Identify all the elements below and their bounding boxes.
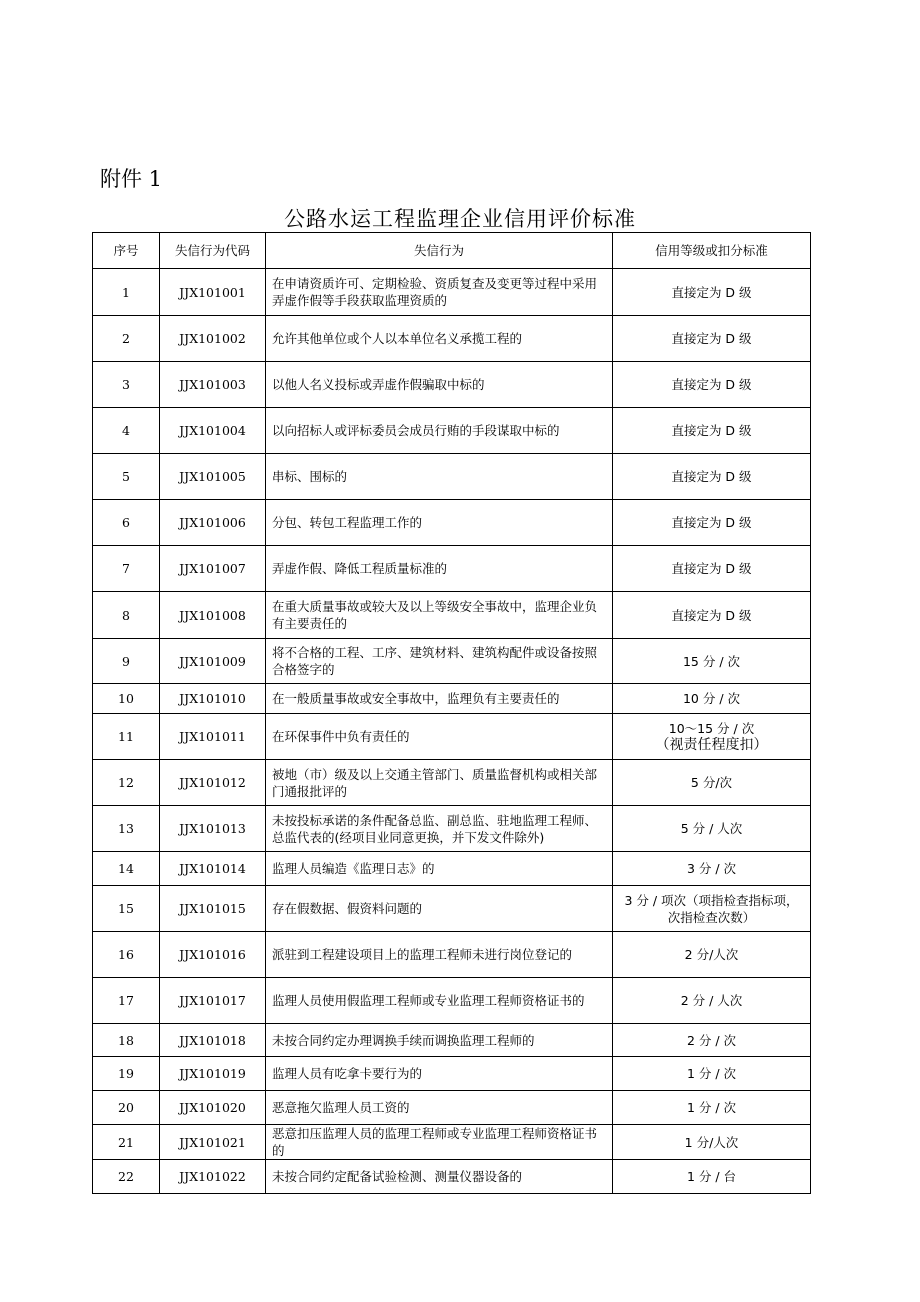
credit-standard-table bbox=[92, 232, 811, 1194]
row-code: JJX101003 bbox=[160, 362, 266, 408]
row-number: 3 bbox=[93, 362, 160, 408]
row-behavior: 在一般质量事故或安全事故中，监理负有主要责任的 bbox=[266, 684, 613, 714]
header-code: 失信行为代码 bbox=[160, 233, 266, 269]
table-row bbox=[93, 592, 811, 639]
header-no: 序号 bbox=[93, 233, 160, 269]
row-standard: 5 分/次 bbox=[613, 760, 811, 806]
row-code: JJX101015 bbox=[160, 886, 266, 932]
row-number: 9 bbox=[93, 639, 160, 684]
row-code: JJX101008 bbox=[160, 592, 266, 639]
row-behavior: 在申请资质许可、定期检验、资质复查及变更等过程中采用弄虚作假等手段获取监理资质的 bbox=[266, 269, 613, 316]
row-standard: 直接定为 D 级 bbox=[613, 316, 811, 362]
row-number: 18 bbox=[93, 1024, 160, 1057]
row-number: 13 bbox=[93, 806, 160, 852]
table-body bbox=[93, 269, 811, 1194]
row-standard-line2: （视责任程度扣） bbox=[655, 736, 768, 753]
row-number: 7 bbox=[93, 546, 160, 592]
row-code: JJX101017 bbox=[160, 978, 266, 1024]
row-standard: 2 分 / 次 bbox=[613, 1024, 811, 1057]
row-code: JJX101005 bbox=[160, 454, 266, 500]
row-behavior: 监理人员编造《监理日志》的 bbox=[266, 852, 613, 886]
row-code: JJX101018 bbox=[160, 1024, 266, 1057]
table-row bbox=[93, 932, 811, 978]
row-number: 22 bbox=[93, 1160, 160, 1194]
row-behavior: 允许其他单位或个人以本单位名义承揽工程的 bbox=[266, 316, 613, 362]
row-code: JJX101020 bbox=[160, 1091, 266, 1125]
table-row bbox=[93, 454, 811, 500]
row-behavior: 未按合同约定办理调换手续而调换监理工程师的 bbox=[266, 1024, 613, 1057]
table-row bbox=[93, 806, 811, 852]
row-number: 5 bbox=[93, 454, 160, 500]
table-row bbox=[93, 684, 811, 714]
row-code: JJX101010 bbox=[160, 684, 266, 714]
row-code: JJX101012 bbox=[160, 760, 266, 806]
row-behavior: 监理人员使用假监理工程师或专业监理工程师资格证书的 bbox=[266, 978, 613, 1024]
row-code: JJX101016 bbox=[160, 932, 266, 978]
row-behavior: 未按投标承诺的条件配备总监、副总监、驻地监理工程师、总监代表的(经项目业同意更换，并下发文件除外) bbox=[266, 806, 613, 852]
row-number: 11 bbox=[93, 714, 160, 760]
table-row bbox=[93, 714, 811, 760]
row-standard: 1 分 / 次 bbox=[613, 1091, 811, 1125]
row-code: JJX101019 bbox=[160, 1057, 266, 1091]
row-standard: 直接定为 D 级 bbox=[613, 408, 811, 454]
row-code: JJX101022 bbox=[160, 1160, 266, 1194]
row-code: JJX101007 bbox=[160, 546, 266, 592]
row-number: 17 bbox=[93, 978, 160, 1024]
row-behavior: 以向招标人或评标委员会成员行贿的手段谋取中标的 bbox=[266, 408, 613, 454]
row-code: JJX101004 bbox=[160, 408, 266, 454]
row-number: 10 bbox=[93, 684, 160, 714]
row-behavior: 以他人名义投标或弄虚作假骗取中标的 bbox=[266, 362, 613, 408]
row-standard: 3 分 / 项次（项指检查指标项，次指检查次数） bbox=[613, 886, 811, 932]
row-number: 14 bbox=[93, 852, 160, 886]
attachment-label: 附件 1 bbox=[100, 167, 163, 191]
row-standard: 10 分 / 次 bbox=[613, 684, 811, 714]
header-standard: 信用等级或扣分标准 bbox=[613, 233, 811, 269]
row-standard: 直接定为 D 级 bbox=[613, 592, 811, 639]
row-standard: 直接定为 D 级 bbox=[613, 546, 811, 592]
row-behavior: 被地（市）级及以上交通主管部门、质量监督机构或相关部门通报批评的 bbox=[266, 760, 613, 806]
row-standard: 1 分/人次 bbox=[613, 1125, 811, 1160]
row-behavior: 监理人员有吃拿卡要行为的 bbox=[266, 1057, 613, 1091]
table-row bbox=[93, 546, 811, 592]
row-number: 12 bbox=[93, 760, 160, 806]
table-row bbox=[93, 978, 811, 1024]
row-number: 19 bbox=[93, 1057, 160, 1091]
row-number: 16 bbox=[93, 932, 160, 978]
table-header-row bbox=[93, 233, 811, 269]
table-row bbox=[93, 362, 811, 408]
table-row bbox=[93, 1024, 811, 1057]
row-number: 8 bbox=[93, 592, 160, 639]
row-code: JJX101009 bbox=[160, 639, 266, 684]
row-behavior: 恶意拖欠监理人员工资的 bbox=[266, 1091, 613, 1125]
table-row bbox=[93, 639, 811, 684]
row-behavior: 派驻到工程建设项目上的监理工程师未进行岗位登记的 bbox=[266, 932, 613, 978]
table-row bbox=[93, 500, 811, 546]
row-code: JJX101021 bbox=[160, 1125, 266, 1160]
row-standard: 直接定为 D 级 bbox=[613, 500, 811, 546]
row-standard: 直接定为 D 级 bbox=[613, 269, 811, 316]
row-code: JJX101013 bbox=[160, 806, 266, 852]
table-row bbox=[93, 269, 811, 316]
table-row bbox=[93, 760, 811, 806]
row-number: 6 bbox=[93, 500, 160, 546]
row-standard: 3 分 / 次 bbox=[613, 852, 811, 886]
header-behavior: 失信行为 bbox=[266, 233, 613, 269]
table-row bbox=[93, 316, 811, 362]
row-standard: 1 分 / 台 bbox=[613, 1160, 811, 1194]
row-standard: 2 分 / 人次 bbox=[613, 978, 811, 1024]
row-code: JJX101011 bbox=[160, 714, 266, 760]
row-number: 21 bbox=[93, 1125, 160, 1160]
row-standard: 15 分 / 次 bbox=[613, 639, 811, 684]
row-standard: 2 分/人次 bbox=[613, 932, 811, 978]
row-behavior: 恶意扣压监理人员的监理工程师或专业监理工程师资格证书的 bbox=[266, 1125, 613, 1160]
row-behavior: 未按合同约定配备试验检测、测量仪器设备的 bbox=[266, 1160, 613, 1194]
row-behavior: 在重大质量事故或较大及以上等级安全事故中，监理企业负有主要责任的 bbox=[266, 592, 613, 639]
row-number: 4 bbox=[93, 408, 160, 454]
row-number: 20 bbox=[93, 1091, 160, 1125]
row-behavior: 弄虚作假、降低工程质量标准的 bbox=[266, 546, 613, 592]
row-standard: 1 分 / 次 bbox=[613, 1057, 811, 1091]
row-behavior: 存在假数据、假资料问题的 bbox=[266, 886, 613, 932]
row-standard: 直接定为 D 级 bbox=[613, 362, 811, 408]
row-standard: 5 分 / 人次 bbox=[613, 806, 811, 852]
row-code: JJX101001 bbox=[160, 269, 266, 316]
table-row bbox=[93, 1057, 811, 1091]
table-row bbox=[93, 1091, 811, 1125]
table-row bbox=[93, 1160, 811, 1194]
table-row bbox=[93, 886, 811, 932]
row-standard bbox=[613, 714, 811, 760]
row-standard: 直接定为 D 级 bbox=[613, 454, 811, 500]
table-row bbox=[93, 408, 811, 454]
table-row bbox=[93, 1125, 811, 1160]
row-behavior: 串标、围标的 bbox=[266, 454, 613, 500]
row-behavior: 在环保事件中负有责任的 bbox=[266, 714, 613, 760]
row-code: JJX101002 bbox=[160, 316, 266, 362]
row-standard-line1: 10～15 分 / 次 bbox=[668, 720, 755, 736]
row-behavior: 将不合格的工程、工序、建筑材料、建筑构配件或设备按照合格签字的 bbox=[266, 639, 613, 684]
row-behavior: 分包、转包工程监理工作的 bbox=[266, 500, 613, 546]
table-row bbox=[93, 852, 811, 886]
row-code: JJX101006 bbox=[160, 500, 266, 546]
row-number: 15 bbox=[93, 886, 160, 932]
row-code: JJX101014 bbox=[160, 852, 266, 886]
row-number: 1 bbox=[93, 269, 160, 316]
row-number: 2 bbox=[93, 316, 160, 362]
document-title: 公路水运工程监理企业信用评价标准 bbox=[284, 207, 636, 231]
